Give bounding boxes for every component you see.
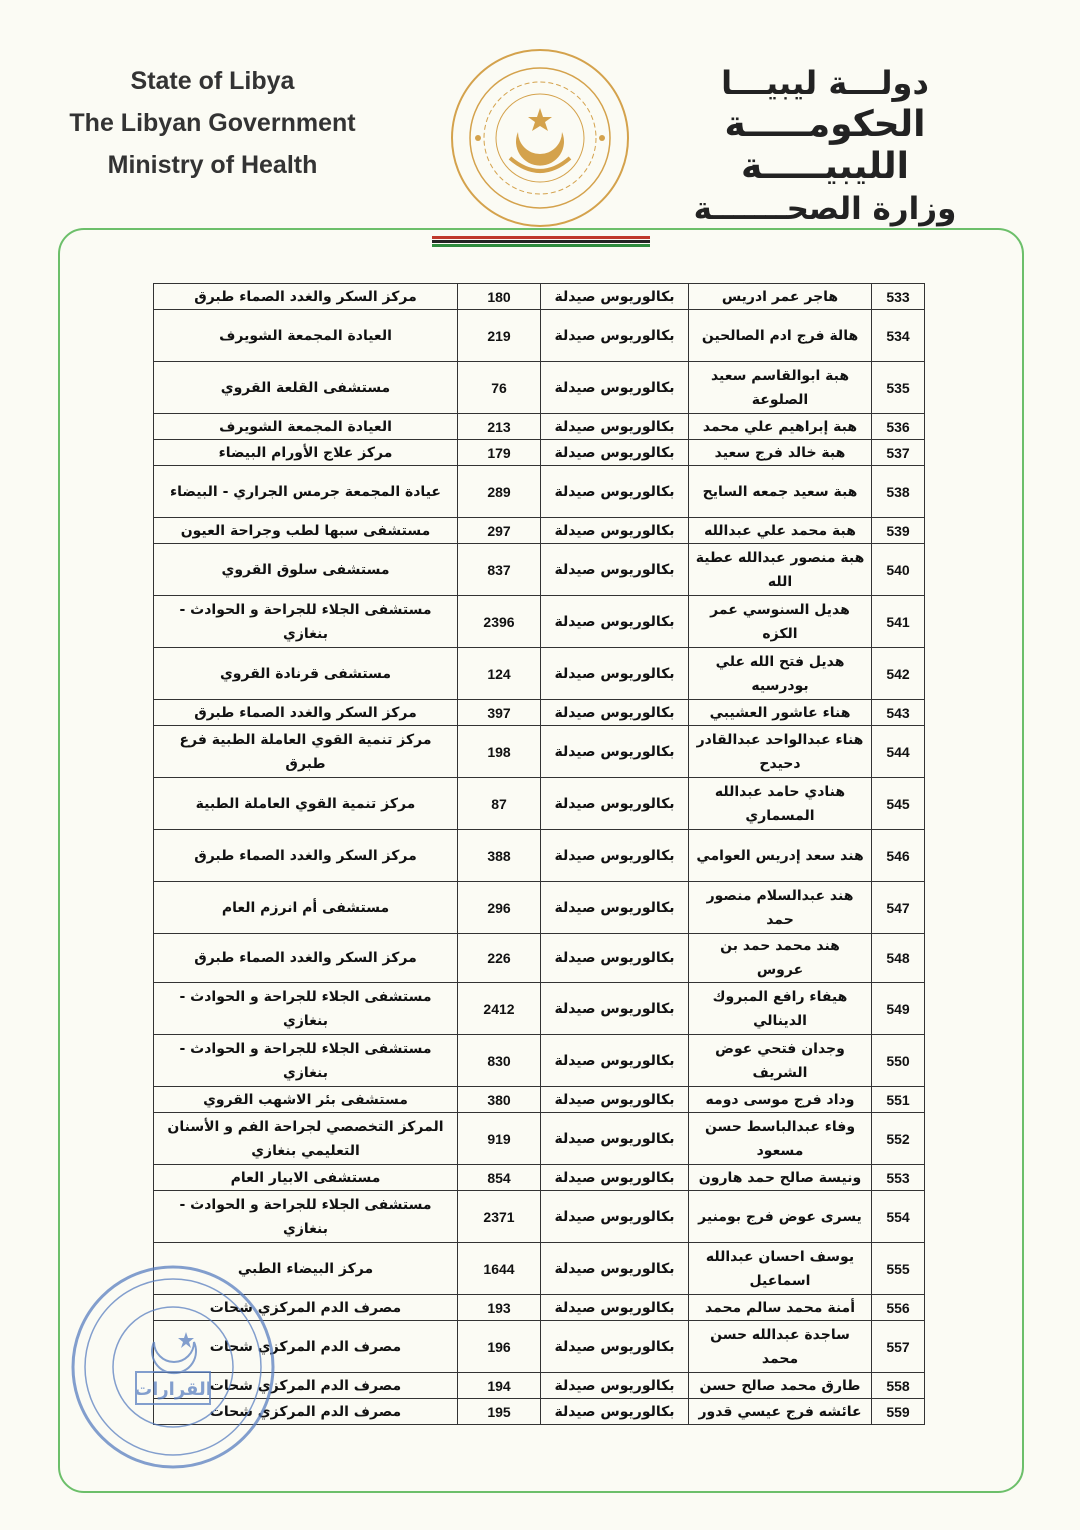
employee-name-cell: وجدان فتحي عوض الشريف xyxy=(689,1035,872,1087)
workplace-cell: مركز علاج الأورام البيضاء xyxy=(154,440,458,466)
degree-cell: بكالوريوس صيدلة xyxy=(541,518,689,544)
id-number-cell: 194 xyxy=(458,1373,541,1399)
employee-name-cell: هبة منصور عبدالله عطية الله xyxy=(689,544,872,596)
table-row xyxy=(154,778,925,830)
id-number-cell: 830 xyxy=(458,1035,541,1087)
workplace-cell: مستشفى أم انرزم العام xyxy=(154,882,458,934)
table-row xyxy=(154,1191,925,1243)
table-row xyxy=(154,1113,925,1165)
row-number-cell: 538 xyxy=(872,466,925,518)
row-number-cell: 540 xyxy=(872,544,925,596)
employee-name-cell: أمنة محمد سالم محمد xyxy=(689,1295,872,1321)
id-number-cell: 196 xyxy=(458,1321,541,1373)
employee-name-cell: هبة خالد فرج سعيد xyxy=(689,440,872,466)
row-number-cell: 545 xyxy=(872,778,925,830)
table-row xyxy=(154,596,925,648)
id-number-cell: 919 xyxy=(458,1113,541,1165)
row-number-cell: 550 xyxy=(872,1035,925,1087)
table-row xyxy=(154,284,925,310)
table-row xyxy=(154,544,925,596)
employee-name-cell: وفاء عبدالباسط حسن مسعود xyxy=(689,1113,872,1165)
employee-name-cell: هبة محمد علي عبدالله xyxy=(689,518,872,544)
row-number-cell: 543 xyxy=(872,700,925,726)
letterhead-ministry: Ministry of Health xyxy=(107,151,318,179)
workplace-cell: مستشفى سبها لطب وجراحة العيون xyxy=(154,518,458,544)
id-number-cell: 296 xyxy=(458,882,541,934)
row-number-cell: 537 xyxy=(872,440,925,466)
employee-name-cell: ساجدة عبدالله حسن محمد xyxy=(689,1321,872,1373)
row-number-cell: 547 xyxy=(872,882,925,934)
employee-name-cell: هديل فتح الله علي بودرسيه xyxy=(689,648,872,700)
id-number-cell: 297 xyxy=(458,518,541,544)
id-number-cell: 1644 xyxy=(458,1243,541,1295)
id-number-cell: 837 xyxy=(458,544,541,596)
svg-text:القرارات: القرارات xyxy=(134,1379,212,1400)
employee-name-cell: هبة ابوالقاسم سعيد الصلوعة xyxy=(689,362,872,414)
degree-cell: بكالوريوس صيدلة xyxy=(541,1295,689,1321)
degree-cell: بكالوريوس صيدلة xyxy=(541,1373,689,1399)
workplace-cell: مركز البيضاء الطبي xyxy=(154,1243,458,1295)
degree-cell: بكالوريوس صيدلة xyxy=(541,1113,689,1165)
table-row xyxy=(154,1165,925,1191)
table-row xyxy=(154,882,925,934)
employee-name-cell: هديل السنوسي عمر الكزه xyxy=(689,596,872,648)
row-number-cell: 551 xyxy=(872,1087,925,1113)
table-row xyxy=(154,362,925,414)
table-row xyxy=(154,518,925,544)
row-number-cell: 556 xyxy=(872,1295,925,1321)
id-number-cell: 193 xyxy=(458,1295,541,1321)
workplace-cell: مركز السكر والغدد الصماء طبرق xyxy=(154,284,458,310)
degree-cell: بكالوريوس صيدلة xyxy=(541,1399,689,1425)
row-number-cell: 533 xyxy=(872,284,925,310)
workplace-cell: العيادة المجمعة الشويرف xyxy=(154,310,458,362)
id-number-cell: 198 xyxy=(458,726,541,778)
degree-cell: بكالوريوس صيدلة xyxy=(541,362,689,414)
employee-name-cell: ونيسة صالح حمد هارون xyxy=(689,1165,872,1191)
id-number-cell: 195 xyxy=(458,1399,541,1425)
flag-stripes xyxy=(432,236,650,248)
id-number-cell: 219 xyxy=(458,310,541,362)
row-number-cell: 535 xyxy=(872,362,925,414)
employee-name-cell: وداد فرج موسى دومه xyxy=(689,1087,872,1113)
degree-cell: بكالوريوس صيدلة xyxy=(541,830,689,882)
row-number-cell: 549 xyxy=(872,983,925,1035)
table-row xyxy=(154,648,925,700)
table-row xyxy=(154,440,925,466)
workplace-cell: مستشفى سلوق القروي xyxy=(154,544,458,596)
employee-name-cell: هبة إبراهيم علي محمد xyxy=(689,414,872,440)
table-row xyxy=(154,414,925,440)
employee-name-cell: هند عبدالسلام منصور حمد xyxy=(689,882,872,934)
employee-name-cell: هالة فرج ادم الصالحين xyxy=(689,310,872,362)
degree-cell: بكالوريوس صيدلة xyxy=(541,1191,689,1243)
id-number-cell: 179 xyxy=(458,440,541,466)
workplace-cell: مستشفى الجلاء للجراحة و الحوادث - بنغازي xyxy=(154,596,458,648)
id-number-cell: 213 xyxy=(458,414,541,440)
workplace-cell: المركز التخصصي لجراحة الفم و الأسنان التعليمي بنغازي xyxy=(154,1113,458,1165)
degree-cell: بكالوريوس صيدلة xyxy=(541,1165,689,1191)
id-number-cell: 388 xyxy=(458,830,541,882)
row-number-cell: 546 xyxy=(872,830,925,882)
row-number-cell: 534 xyxy=(872,310,925,362)
employee-name-cell: يسرى عوض فرج بومنير xyxy=(689,1191,872,1243)
table-row xyxy=(154,830,925,882)
workplace-cell: مستشفى القلعة القروي xyxy=(154,362,458,414)
row-number-cell: 557 xyxy=(872,1321,925,1373)
letterhead-state-ar: دولـــة ليبيـــا xyxy=(721,64,929,102)
degree-cell: بكالوريوس صيدلة xyxy=(541,726,689,778)
table-row xyxy=(154,310,925,362)
pharmacist-assignment-table xyxy=(153,283,925,1425)
row-number-cell: 559 xyxy=(872,1399,925,1425)
employee-name-cell: هناء عاشور العشيبي xyxy=(689,700,872,726)
table-row xyxy=(154,1035,925,1087)
row-number-cell: 542 xyxy=(872,648,925,700)
id-number-cell: 289 xyxy=(458,466,541,518)
workplace-cell: مصرف الدم المركزي شحات xyxy=(154,1373,458,1399)
arabic-letterhead xyxy=(660,62,990,230)
employee-name-cell: طارق محمد صالح حسن xyxy=(689,1373,872,1399)
id-number-cell: 2412 xyxy=(458,983,541,1035)
degree-cell: بكالوريوس صيدلة xyxy=(541,544,689,596)
employee-name-cell: يوسف احسان عبدالله اسماعيل xyxy=(689,1243,872,1295)
letterhead-government-ar: الحكومـــــة الليبيـــــة xyxy=(724,104,926,187)
workplace-cell: مستشفى الجلاء للجراحة و الحوادث - بنغازي xyxy=(154,1035,458,1087)
letterhead-government: The Libyan Government xyxy=(69,109,356,137)
letterhead-ministry-ar: وزارة الصحـــــــة xyxy=(693,191,957,227)
workplace-cell: العيادة المجمعة الشويرف xyxy=(154,414,458,440)
row-number-cell: 548 xyxy=(872,934,925,983)
crescent-star-emblem-icon xyxy=(448,46,632,230)
workplace-cell: مركز السكر والغدد الصماء طبرق xyxy=(154,830,458,882)
id-number-cell: 124 xyxy=(458,648,541,700)
table-row xyxy=(154,700,925,726)
employee-name-cell: هند محمد حمد بن عروس xyxy=(689,934,872,983)
employee-name-cell: عائشه فرج عيسي قدور xyxy=(689,1399,872,1425)
employee-name-cell: هند سعد إدريس العوامي xyxy=(689,830,872,882)
id-number-cell: 226 xyxy=(458,934,541,983)
workplace-cell: مستشفى الابيار العام xyxy=(154,1165,458,1191)
table-row xyxy=(154,466,925,518)
workplace-cell: مستشفى بئر الاشهب القروي xyxy=(154,1087,458,1113)
workplace-cell: مركز تنمية القوي العاملة الطبية فرع طبرق xyxy=(154,726,458,778)
id-number-cell: 380 xyxy=(458,1087,541,1113)
degree-cell: بكالوريوس صيدلة xyxy=(541,284,689,310)
degree-cell: بكالوريوس صيدلة xyxy=(541,1243,689,1295)
letterhead-state: State of Libya xyxy=(130,67,295,95)
row-number-cell: 554 xyxy=(872,1191,925,1243)
degree-cell: بكالوريوس صيدلة xyxy=(541,778,689,830)
row-number-cell: 555 xyxy=(872,1243,925,1295)
id-number-cell: 854 xyxy=(458,1165,541,1191)
row-number-cell: 552 xyxy=(872,1113,925,1165)
workplace-cell: مركز السكر والغدد الصماء طبرق xyxy=(154,934,458,983)
employee-name-cell: هيفاء رافع المبروك الدينالي xyxy=(689,983,872,1035)
workplace-cell: عيادة المجمعة جرمس الجراري - البيضاء xyxy=(154,466,458,518)
row-number-cell: 553 xyxy=(872,1165,925,1191)
table-row xyxy=(154,1087,925,1113)
workplace-cell: مستشفى الجلاء للجراحة و الحوادث - بنغازي xyxy=(154,1191,458,1243)
id-number-cell: 76 xyxy=(458,362,541,414)
row-number-cell: 558 xyxy=(872,1373,925,1399)
id-number-cell: 2371 xyxy=(458,1191,541,1243)
degree-cell: بكالوريوس صيدلة xyxy=(541,648,689,700)
degree-cell: بكالوريوس صيدلة xyxy=(541,934,689,983)
workplace-cell: مستشفى قرنادة القروي xyxy=(154,648,458,700)
degree-cell: بكالوريوس صيدلة xyxy=(541,1087,689,1113)
employee-name-cell: هناء عبدالواحد عبدالقادر دحيدح xyxy=(689,726,872,778)
row-number-cell: 544 xyxy=(872,726,925,778)
degree-cell: بكالوريوس صيدلة xyxy=(541,983,689,1035)
workplace-cell: مصرف الدم المركزي شحات xyxy=(154,1399,458,1425)
employee-name-cell: هاجر عمر ادريس xyxy=(689,284,872,310)
degree-cell: بكالوريوس صيدلة xyxy=(541,466,689,518)
english-letterhead xyxy=(40,60,385,186)
id-number-cell: 2396 xyxy=(458,596,541,648)
id-number-cell: 87 xyxy=(458,778,541,830)
workplace-cell: مصرف الدم المركزي شحات xyxy=(154,1321,458,1373)
row-number-cell: 536 xyxy=(872,414,925,440)
workplace-cell: مصرف الدم المركزي شحات xyxy=(154,1295,458,1321)
degree-cell: بكالوريوس صيدلة xyxy=(541,310,689,362)
id-number-cell: 180 xyxy=(458,284,541,310)
degree-cell: بكالوريوس صيدلة xyxy=(541,1035,689,1087)
degree-cell: بكالوريوس صيدلة xyxy=(541,414,689,440)
degree-cell: بكالوريوس صيدلة xyxy=(541,1321,689,1373)
row-number-cell: 539 xyxy=(872,518,925,544)
id-number-cell: 397 xyxy=(458,700,541,726)
employee-name-cell: هنادي حامد عبدالله المسماري xyxy=(689,778,872,830)
table-row xyxy=(154,983,925,1035)
ministry-stamp-icon xyxy=(68,1262,278,1472)
workplace-cell: مركز تنمية القوي العاملة الطبية xyxy=(154,778,458,830)
employee-name-cell: هبة سعيد جمعه السايح xyxy=(689,466,872,518)
workplace-cell: مستشفى الجلاء للجراحة و الحوادث - بنغازي xyxy=(154,983,458,1035)
degree-cell: بكالوريوس صيدلة xyxy=(541,440,689,466)
table-row xyxy=(154,934,925,983)
row-number-cell: 541 xyxy=(872,596,925,648)
workplace-cell: مركز السكر والغدد الصماء طبرق xyxy=(154,700,458,726)
degree-cell: بكالوريوس صيدلة xyxy=(541,882,689,934)
table-row xyxy=(154,726,925,778)
degree-cell: بكالوريوس صيدلة xyxy=(541,596,689,648)
degree-cell: بكالوريوس صيدلة xyxy=(541,700,689,726)
